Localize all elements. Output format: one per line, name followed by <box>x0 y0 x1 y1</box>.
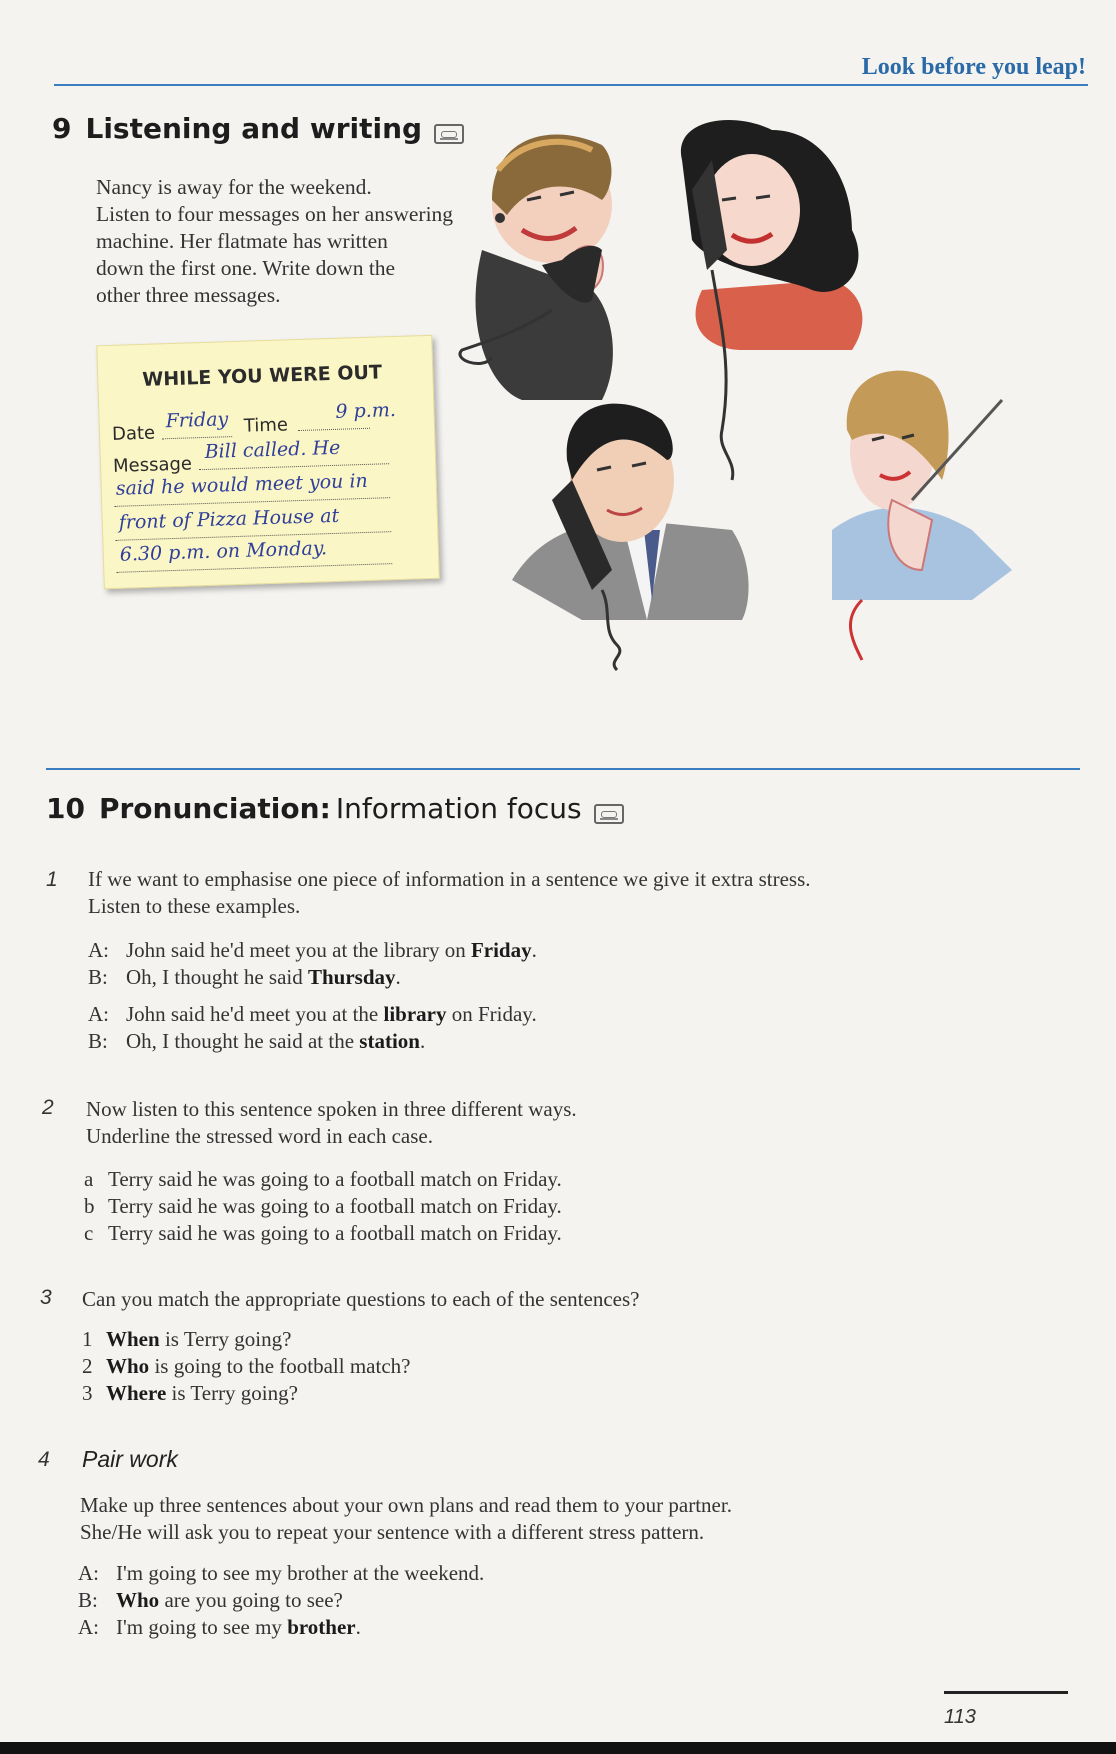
running-title: Look before you leap! <box>861 54 1086 80</box>
message-label: Message <box>112 453 193 477</box>
note-heading: WHILE YOU WERE OUT <box>142 361 383 391</box>
item-4-text: Make up three sentences about your own plans and read them to your partner. She/He will ask you to repeat your sentence with a different stress pattern. <box>80 1493 732 1544</box>
item-1-dialogue-1 <box>88 937 537 991</box>
date-label: Date <box>111 422 156 445</box>
list-item: b Terry said he was going to a football match on Friday. <box>84 1194 562 1218</box>
dialogue-line: B: Who are you going to see? <box>78 1588 343 1612</box>
section-9-intro: Nancy is away for the weekend. Listen to four messages on her answering machine. Her flatmate has written down the first one. Write down the other three messages. <box>96 175 454 307</box>
item-2-text: Now listen to this sentence spoken in three different ways. Underline the stressed word in each case. <box>86 1097 577 1148</box>
list-item: 2 Who is going to the football match? <box>82 1354 411 1378</box>
caller-woman-3 <box>832 371 1012 660</box>
phone-callers-illustration <box>452 100 1116 740</box>
message-line-1: Bill called. He <box>204 436 341 463</box>
scan-edge <box>0 1742 1116 1754</box>
middle-rule <box>46 768 1080 770</box>
message-line-4: 6.30 p.m. on Monday. <box>119 537 328 566</box>
page-number-rule <box>944 1691 1068 1694</box>
item-1-text: If we want to emphasise one piece of information in a sentence we give it extra stress. Listen to these examples. <box>88 867 811 918</box>
date-value: Friday <box>165 408 229 433</box>
dialogue-line: B: Oh, I thought he said at the station. <box>88 1029 426 1053</box>
section-9-title <box>52 112 464 145</box>
dialogue-line: B: Oh, I thought he said Thursday. <box>88 965 401 989</box>
dialogue-line: A: I'm going to see my brother. <box>78 1615 361 1639</box>
cassette-icon <box>594 804 624 824</box>
section-9-heading: Listening and writing <box>85 112 423 145</box>
message-line-2: said he would meet you in <box>115 469 369 500</box>
caller-man <box>512 404 749 670</box>
top-rule <box>54 84 1088 86</box>
dialogue-line: A: I'm going to see my brother at the weekend. <box>78 1561 485 1585</box>
list-item: a Terry said he was going to a football match on Friday. <box>84 1167 562 1191</box>
dialogue-line: A: John said he'd meet you at the library on Friday. <box>88 1002 537 1026</box>
message-line-3: front of Pizza House at <box>118 504 340 534</box>
list-item: 1 When is Terry going? <box>82 1327 292 1351</box>
time-value: 9 p.m. <box>335 398 397 423</box>
caller-woman-1 <box>460 134 613 400</box>
item-3-list <box>82 1326 410 1407</box>
list-item: 3 Where is Terry going? <box>82 1381 298 1405</box>
item-4-dialogue <box>78 1560 484 1641</box>
section-10-title <box>46 792 624 825</box>
list-item: c Terry said he was going to a football match on Friday. <box>84 1221 562 1245</box>
caller-woman-2 <box>681 120 863 480</box>
item-3-number: 3 <box>40 1286 52 1309</box>
dialogue-line: A: John said he'd meet you at the library on Friday. <box>88 938 537 962</box>
item-2-list <box>84 1166 562 1247</box>
pair-work-heading: Pair work <box>82 1446 178 1472</box>
item-1-number: 1 <box>46 868 58 891</box>
section-10-heading-bold: Pronunciation: <box>98 792 331 825</box>
item-1-dialogue-2 <box>88 1001 537 1055</box>
item-2-number: 2 <box>42 1096 54 1119</box>
item-4-number: 4 <box>38 1448 50 1471</box>
section-10-number: 10 <box>46 792 85 825</box>
time-label: Time <box>243 414 289 437</box>
section-10-heading-light: Information focus <box>335 792 582 825</box>
item-3-text: Can you match the appropriate questions to each of the sentences? <box>82 1287 640 1311</box>
message-note-card <box>96 335 439 589</box>
section-9-number: 9 <box>52 112 72 145</box>
page-number: 113 <box>944 1706 976 1728</box>
